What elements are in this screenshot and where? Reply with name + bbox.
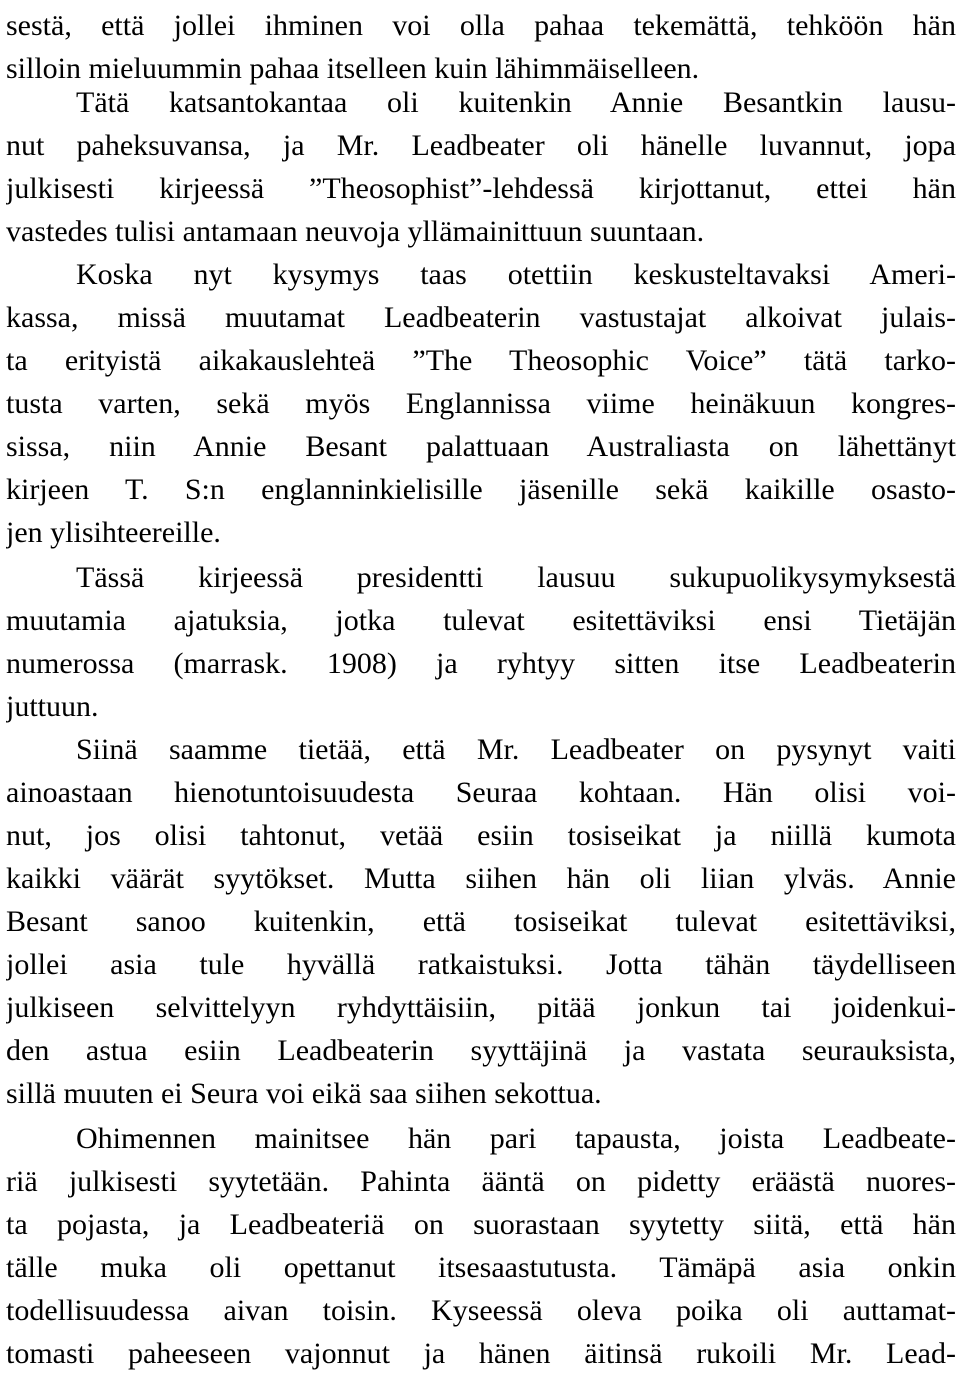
text-line: sissa, niin Annie Besant palattuaan Australiasta on lähettänyt — [6, 430, 956, 463]
text-line: kaikki väärät syytökset. Mutta siihen hän oli liian ylväs. Annie — [6, 862, 956, 895]
text-line: tomasti paheeseen vajonnut ja hänen äitinsä rukoili Mr. Lead- — [6, 1337, 956, 1370]
text-line: Tätä katsantokantaa oli kuitenkin Annie Besantkin lausu- — [76, 86, 956, 119]
text-line: juttuun. — [6, 690, 99, 723]
text-line: Besant sanoo kuitenkin, että tosiseikat tulevat esitettäviksi, — [6, 905, 956, 938]
text-line: ta pojasta, ja Leadbeateriä on suorastaan syytetty siitä, että hän — [6, 1208, 956, 1241]
text-line: sillä muuten ei Seura voi eikä saa siihen sekottua. — [6, 1077, 602, 1110]
text-line: nut, jos olisi tahtonut, vetää esiin tosiseikat ja niillä kumota — [6, 819, 956, 852]
text-line: julkiseen selvittelyyn ryhdyttäisiin, pitää jonkun tai joidenkui- — [6, 991, 956, 1024]
document-page — [6, 0, 956, 1374]
text-line: vastedes tulisi antamaan neuvoja yllämainittuun suuntaan. — [6, 215, 705, 248]
text-line: ainoastaan hienotuntoisuudesta Seuraa kohtaan. Hän olisi voi- — [6, 776, 956, 809]
text-line: numerossa (marrask. 1908) ja ryhtyy sitten itse Leadbeaterin — [6, 647, 956, 680]
text-line: tusta varten, sekä myös Englannissa viime heinäkuun kongres- — [6, 387, 956, 420]
text-line: muutamia ajatuksia, jotka tulevat esitettäviksi ensi Tietäjän — [6, 604, 956, 637]
text-line: todellisuudessa aivan toisin. Kyseessä oleva poika oli auttamat- — [6, 1294, 956, 1327]
text-line: tälle muka oli opettanut itsesaastutusta. Tämäpä asia onkin — [6, 1251, 956, 1284]
text-line: den astua esiin Leadbeaterin syyttäjinä ja vastata seurauksista, — [6, 1034, 956, 1067]
text-line: julkisesti kirjeessä ”Theosophist”-lehdessä kirjottanut, ettei hän — [6, 172, 956, 205]
text-line: jollei asia tule hyvällä ratkaistuksi. Jotta tähän täydelliseen — [6, 948, 956, 981]
text-line: Siinä saamme tietää, että Mr. Leadbeater on pysynyt vaiti — [76, 733, 956, 766]
text-line: Koska nyt kysymys taas otettiin keskusteltavaksi Ameri- — [76, 258, 956, 291]
text-line: jen ylisihteereille. — [6, 516, 221, 549]
text-line: Ohimennen mainitsee hän pari tapausta, joista Leadbeate- — [76, 1122, 956, 1155]
text-line: Tässä kirjeessä presidentti lausuu sukupuolikysymyksestä — [76, 561, 956, 594]
text-line: kirjeen T. S:n englanninkielisille jäsenille sekä kaikille osasto- — [6, 473, 956, 506]
text-line: silloin mieluummin pahaa itselleen kuin lähimmäiselleen. — [6, 52, 700, 85]
text-line: riä julkisesti syytetään. Pahinta ääntä on pidetty eräästä nuores- — [6, 1165, 956, 1198]
text-line: kassa, missä muutamat Leadbeaterin vastustajat alkoivat julais- — [6, 301, 956, 334]
text-line: ta erityistä aikakauslehteä ”The Theosophic Voice” tätä tarko- — [6, 344, 956, 377]
text-line: sestä, että jollei ihminen voi olla pahaa tekemättä, tehköön hän — [6, 9, 956, 42]
text-line: nut paheksuvansa, ja Mr. Leadbeater oli hänelle luvannut, jopa — [6, 129, 956, 162]
